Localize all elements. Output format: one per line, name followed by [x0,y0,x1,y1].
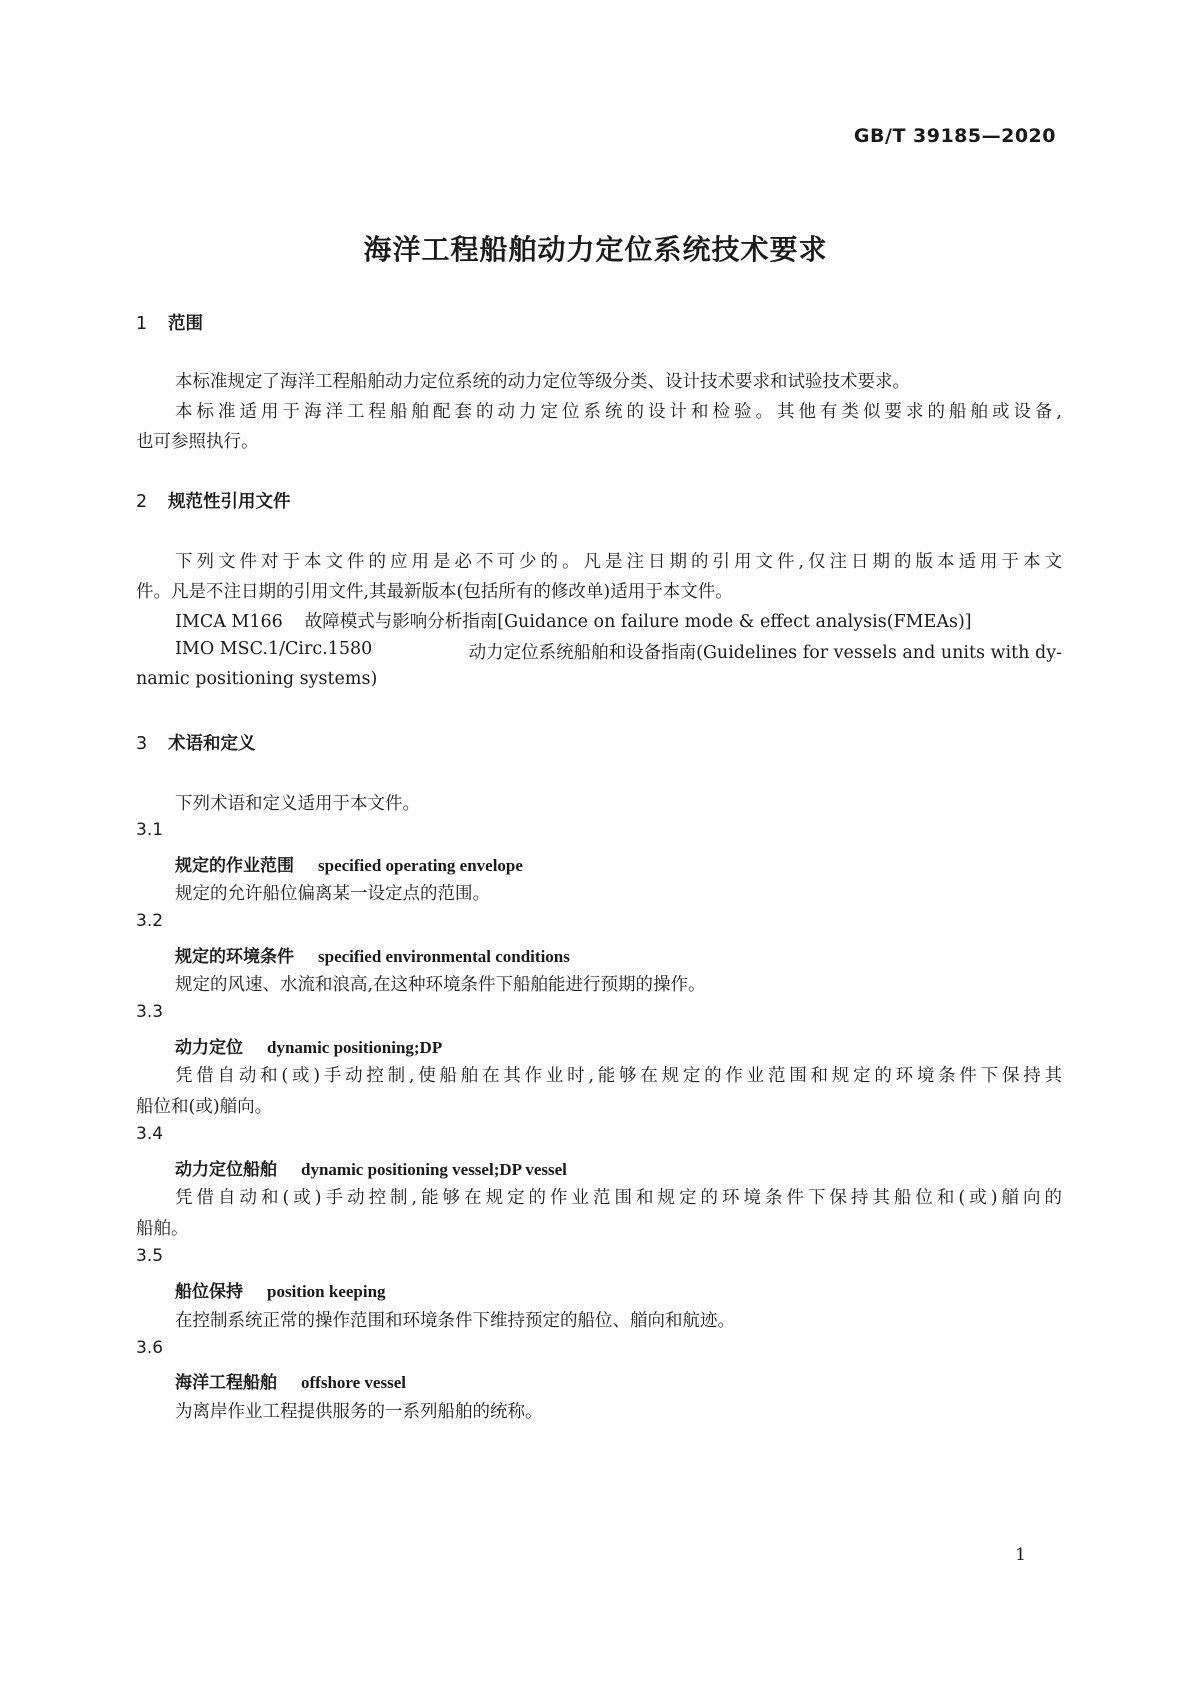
term-zh: 海洋工程船舶 [175,1373,277,1393]
section-number: 1 [136,314,148,334]
section-title: 规范性引用文件 [168,492,291,512]
term-en: dynamic positioning;DP [267,1038,443,1057]
term-number: 3.3 [136,1002,164,1022]
section-1-paragraph-2-line-2: 也可参照执行。 [136,432,259,452]
term-en: position keeping [267,1282,386,1301]
reference-title: 动力定位系统船舶和设备指南(Guidelines for vessels and units with dy- [468,643,1062,663]
term-number: 3.5 [136,1246,164,1266]
term-zh: 动力定位 [175,1038,243,1058]
term-zh: 规定的作业范围 [175,856,294,876]
reference-code: IMO MSC.1/Circ.1580 [175,639,373,659]
section-1-heading [136,310,203,335]
term-heading [175,1277,386,1302]
term-definition-line-1: 凭借自动和(或)手动控制,使船舶在其作业时,能够在规定的作业范围和规定的环境条件下保持其 [175,1066,1062,1086]
term-number: 3.2 [136,911,164,931]
term-heading [175,851,523,876]
reference-code: IMCA M166 [175,612,283,632]
term-definition-line-2: 船位和(或)艏向。 [136,1097,273,1117]
section-title: 范围 [168,314,203,334]
section-3-heading [136,730,256,755]
reference-title: 故障模式与影响分析指南[Guidance on failure mode & effect analysis(FMEAs)] [304,612,972,632]
term-heading [175,1155,567,1180]
term-en: offshore vessel [301,1373,406,1392]
standard-code: GB/T 39185—2020 [853,125,1056,147]
term-heading [175,942,570,967]
term-definition: 在控制系统正常的操作范围和环境条件下维持预定的船位、艏向和航迹。 [175,1311,735,1331]
section-2-paragraph-line-1: 下列文件对于本文件的应用是必不可少的。凡是注日期的引用文件,仅注日期的版本适用于本文 [175,552,1062,572]
term-zh: 船位保持 [175,1282,243,1302]
term-definition: 规定的允许船位偏离某一设定点的范围。 [175,884,490,904]
section-2-paragraph-line-2: 件。凡是不注日期的引用文件,其最新版本(包括所有的修改单)适用于本文件。 [136,582,733,602]
reference-imo-msc [175,639,1062,664]
section-number: 2 [136,492,148,512]
term-zh: 动力定位船舶 [175,1160,277,1180]
section-1-paragraph-2-line-1: 本标准适用于海洋工程船舶配套的动力定位系统的设计和检验。其他有类似要求的船舶或设备, [175,402,1062,422]
term-zh: 规定的环境条件 [175,947,294,967]
term-heading [175,1368,406,1393]
section-title: 术语和定义 [168,734,256,754]
reference-imca-m166 [175,608,972,633]
term-en: specified environmental conditions [318,947,570,966]
term-en: specified operating envelope [318,856,523,875]
section-number: 3 [136,734,148,754]
term-heading [175,1033,442,1058]
term-definition: 规定的风速、水流和浪高,在这种环境条件下船舶能进行预期的操作。 [175,975,706,995]
reference-imo-msc-line-2: namic positioning systems) [136,669,378,689]
term-number: 3.6 [136,1338,164,1358]
term-definition-line-1: 凭借自动和(或)手动控制,能够在规定的作业范围和规定的环境条件下保持其船位和(或)艏向的 [175,1188,1062,1208]
term-number: 3.4 [136,1124,164,1144]
term-number: 3.1 [136,820,164,840]
term-en: dynamic positioning vessel;DP vessel [301,1160,567,1179]
term-definition: 为离岸作业工程提供服务的一系列船舶的统称。 [175,1402,543,1422]
section-1-paragraph-1: 本标准规定了海洋工程船舶动力定位系统的动力定位等级分类、设计技术要求和试验技术要求。 [175,372,910,392]
document-title: 海洋工程船舶动力定位系统技术要求 [363,233,828,266]
term-definition-line-2: 船舶。 [136,1219,189,1239]
section-3-intro: 下列术语和定义适用于本文件。 [175,794,420,814]
page-number: 1 [1015,1545,1026,1565]
section-2-heading [136,488,291,513]
